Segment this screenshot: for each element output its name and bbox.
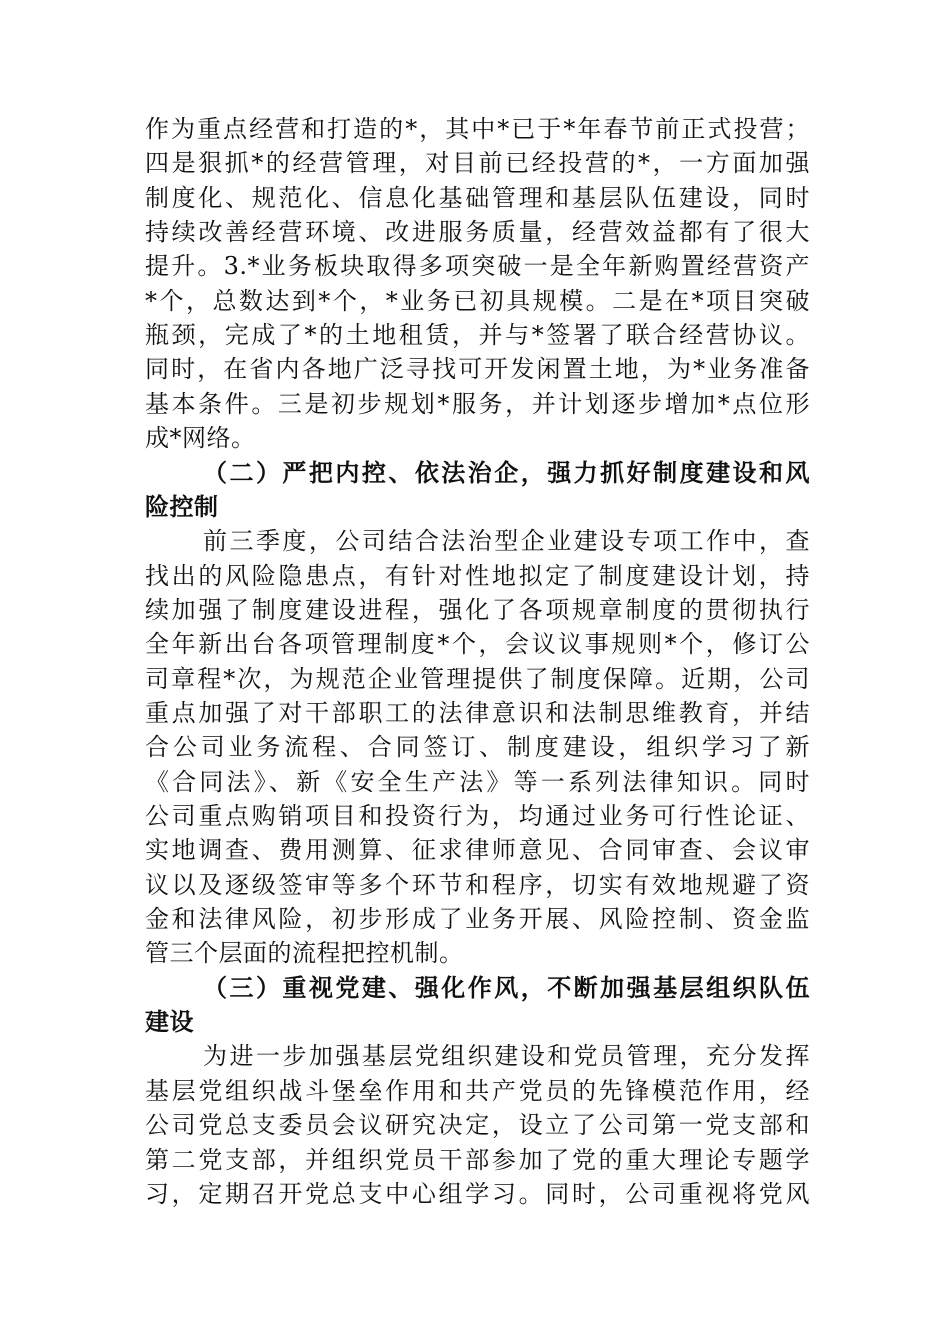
paragraph-line: 同时，在省内各地广泛寻找可开发闲置土地，为*业务准备 — [145, 355, 810, 383]
paragraph-line: 找出的风险隐患点，有针对性地拟定了制度建设计划，持 — [145, 562, 810, 590]
paragraph-line: 瓶颈，完成了*的土地租赁，并与*签署了联合经营协议。 — [145, 321, 810, 349]
paragraph-line: 持续改善经营环境、改进服务质量，经营效益都有了很大 — [145, 218, 810, 246]
paragraph-line: 基层党组织战斗堡垒作用和共产党员的先锋模范作用，经 — [145, 1077, 810, 1105]
paragraph-line: *个，总数达到*个，*业务已初具规模。二是在*项目突破 — [145, 287, 810, 315]
paragraph-line: 制度化、规范化、信息化基础管理和基层队伍建设，同时 — [145, 184, 810, 212]
paragraph-line: 全年新出台各项管理制度*个，会议议事规则*个，修订公 — [145, 630, 810, 658]
paragraph-line: 重点加强了对干部职工的法律意识和法制思维教育，并结 — [145, 699, 810, 727]
paragraph-line: 合公司业务流程、合同签订、制度建设，组织学习了新 — [145, 733, 810, 761]
paragraph-line: 司章程*次，为规范企业管理提供了制度保障。近期，公司 — [145, 665, 810, 693]
paragraph-line: 作为重点经营和打造的*，其中*已于*年春节前正式投营； — [145, 115, 810, 143]
section-heading-line: （二）严把内控、依法治企，强力抓好制度建设和风 — [203, 458, 810, 487]
paragraph-line: 公司党总支委员会议研究决定，设立了公司第一党支部和 — [145, 1111, 810, 1139]
paragraph-line: 提升。3.*业务板块取得多项突破一是全年新购置经营资产 — [145, 252, 810, 280]
paragraph-line: 为进一步加强基层党组织建设和党员管理，充分发挥 — [203, 1042, 810, 1070]
paragraph-line: 成*网络。 — [145, 424, 256, 452]
paragraph-line: 实地调查、费用测算、征求律师意见、合同审查、会议审 — [145, 836, 810, 864]
paragraph-line: 议以及逐级签审等多个环节和程序，切实有效地规避了资 — [145, 871, 810, 899]
paragraph-line: 基本条件。三是初步规划*服务，并计划逐步增加*点位形 — [145, 390, 810, 418]
paragraph-line: 管三个层面的流程把控机制。 — [145, 939, 464, 967]
paragraph-line: 续加强了制度建设进程，强化了各项规章制度的贯彻执行 — [145, 596, 810, 624]
section-heading-line: 险控制 — [145, 492, 219, 521]
paragraph-line: 前三季度，公司结合法治型企业建设专项工作中，查 — [203, 527, 810, 555]
paragraph-line: 公司重点购销项目和投资行为，均通过业务可行性论证、 — [145, 802, 810, 830]
section-heading-line: 建设 — [145, 1007, 194, 1036]
section-heading-line: （三）重视党建、强化作风，不断加强基层组织队伍 — [203, 973, 810, 1002]
paragraph-line: 《合同法》、新《安全生产法》等一系列法律知识。同时 — [145, 768, 810, 796]
paragraph-line: 四是狠抓*的经营管理，对目前已经投营的*，一方面加强 — [145, 149, 810, 177]
paragraph-line: 第二党支部，并组织党员干部参加了党的重大理论专题学 — [145, 1146, 810, 1174]
paragraph-line: 习，定期召开党总支中心组学习。同时，公司重视将党风 — [145, 1180, 810, 1208]
paragraph-line: 金和法律风险，初步形成了业务开展、风险控制、资金监 — [145, 905, 810, 933]
